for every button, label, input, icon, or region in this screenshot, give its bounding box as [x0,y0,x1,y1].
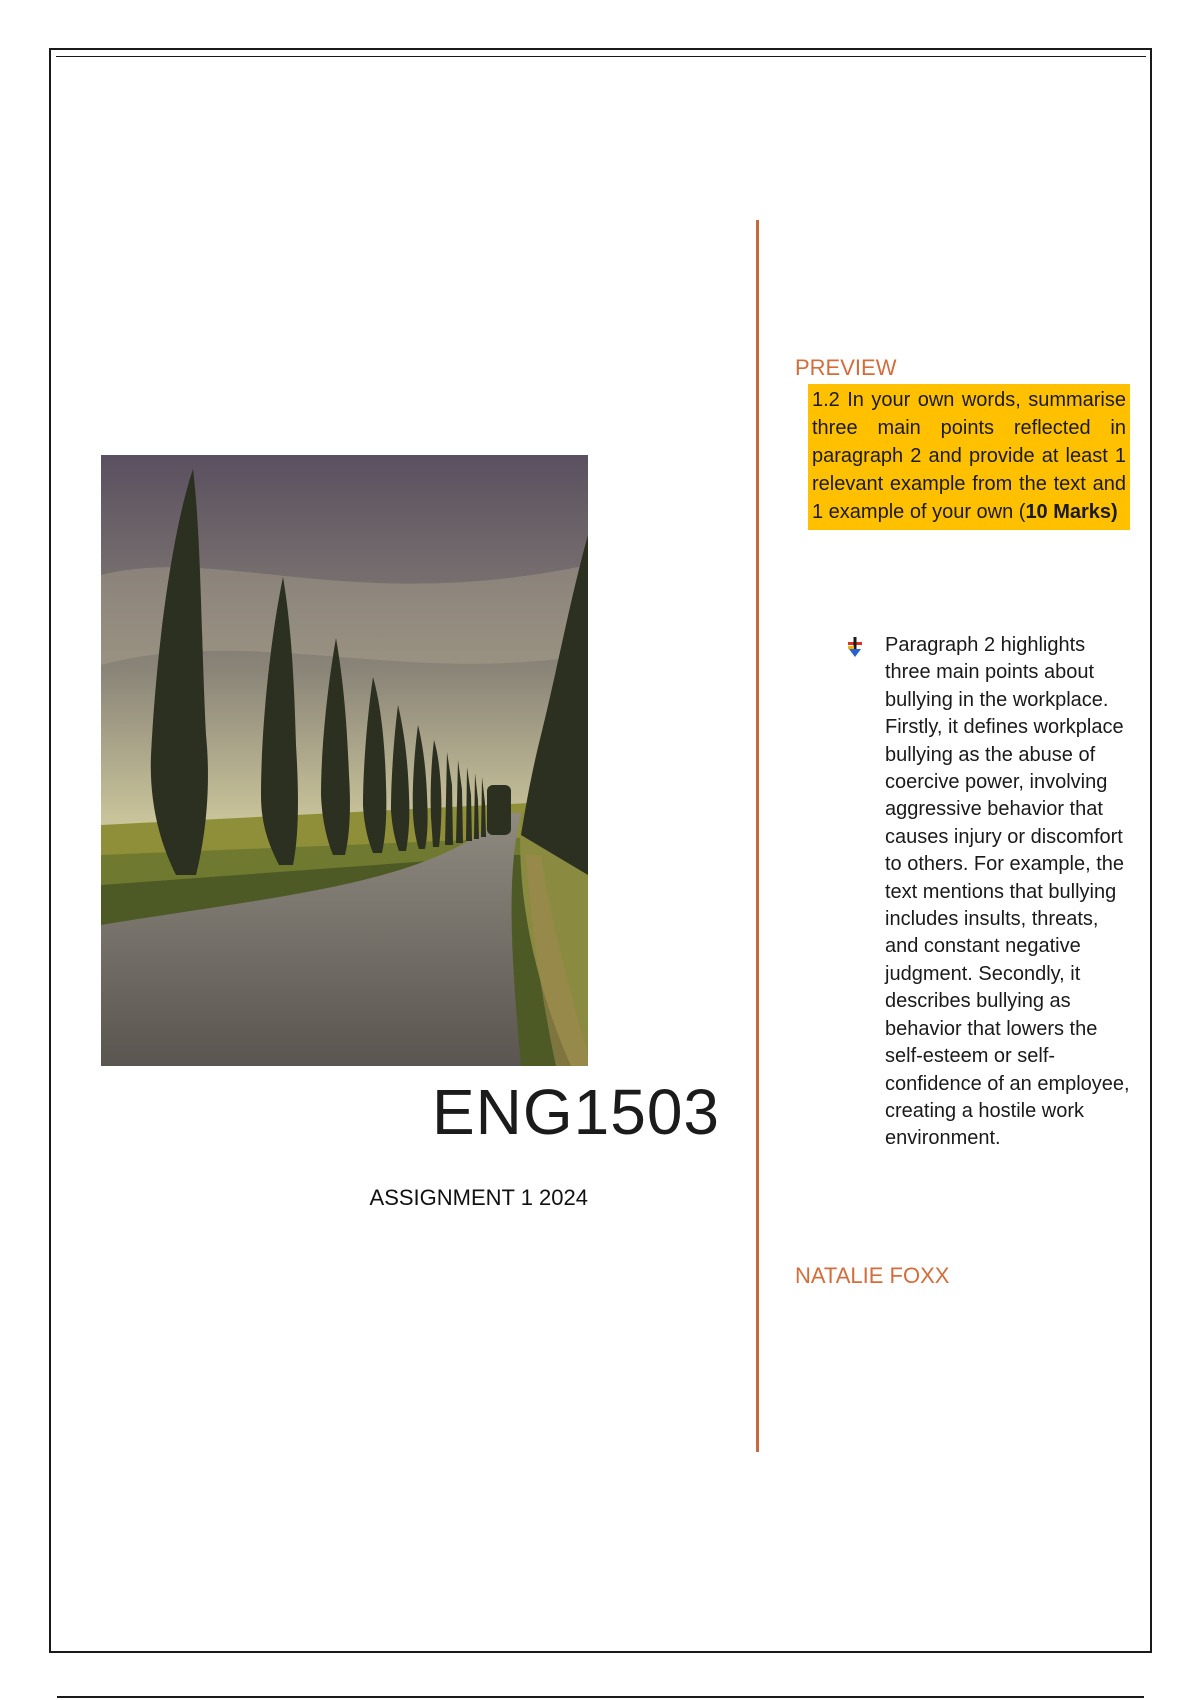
question-highlight-box [808,384,1130,530]
answer-text: Paragraph 2 highlights three main points about bullying in the workplace. Firstly, it defines workplace bullying as the abuse of coercive power, involving aggressive behavior that causes injury or discomfort to others. For example, the text mentions that bullying includes insults, threats, and constant negative judgment. Secondly, it describes bullying as behavior that lowers the self-esteem or self-confidence of an employee, creating a hostile work environment. [885,634,1130,1150]
preview-label: PREVIEW [795,355,897,380]
cover-photo [101,455,588,1066]
question-marks: 10 Marks) [1025,501,1118,523]
assignment-label: ASSIGNMENT 1 2024 [369,1185,588,1210]
bottom-rule [57,1696,1144,1698]
author-name: NATALIE FOXX [795,1263,950,1288]
arrow-down-bullet-icon [845,636,865,658]
vertical-divider [756,220,759,1452]
course-code-title: ENG1503 [431,1076,720,1148]
question-text: 1.2 In your own words, summarise three main points reflected in paragraph 2 and provide at least 1 relevant example from the text and 1 example of your own ( [812,389,1126,523]
page-border-inner-rule [56,56,1146,57]
answer-bullet [845,632,1135,1153]
